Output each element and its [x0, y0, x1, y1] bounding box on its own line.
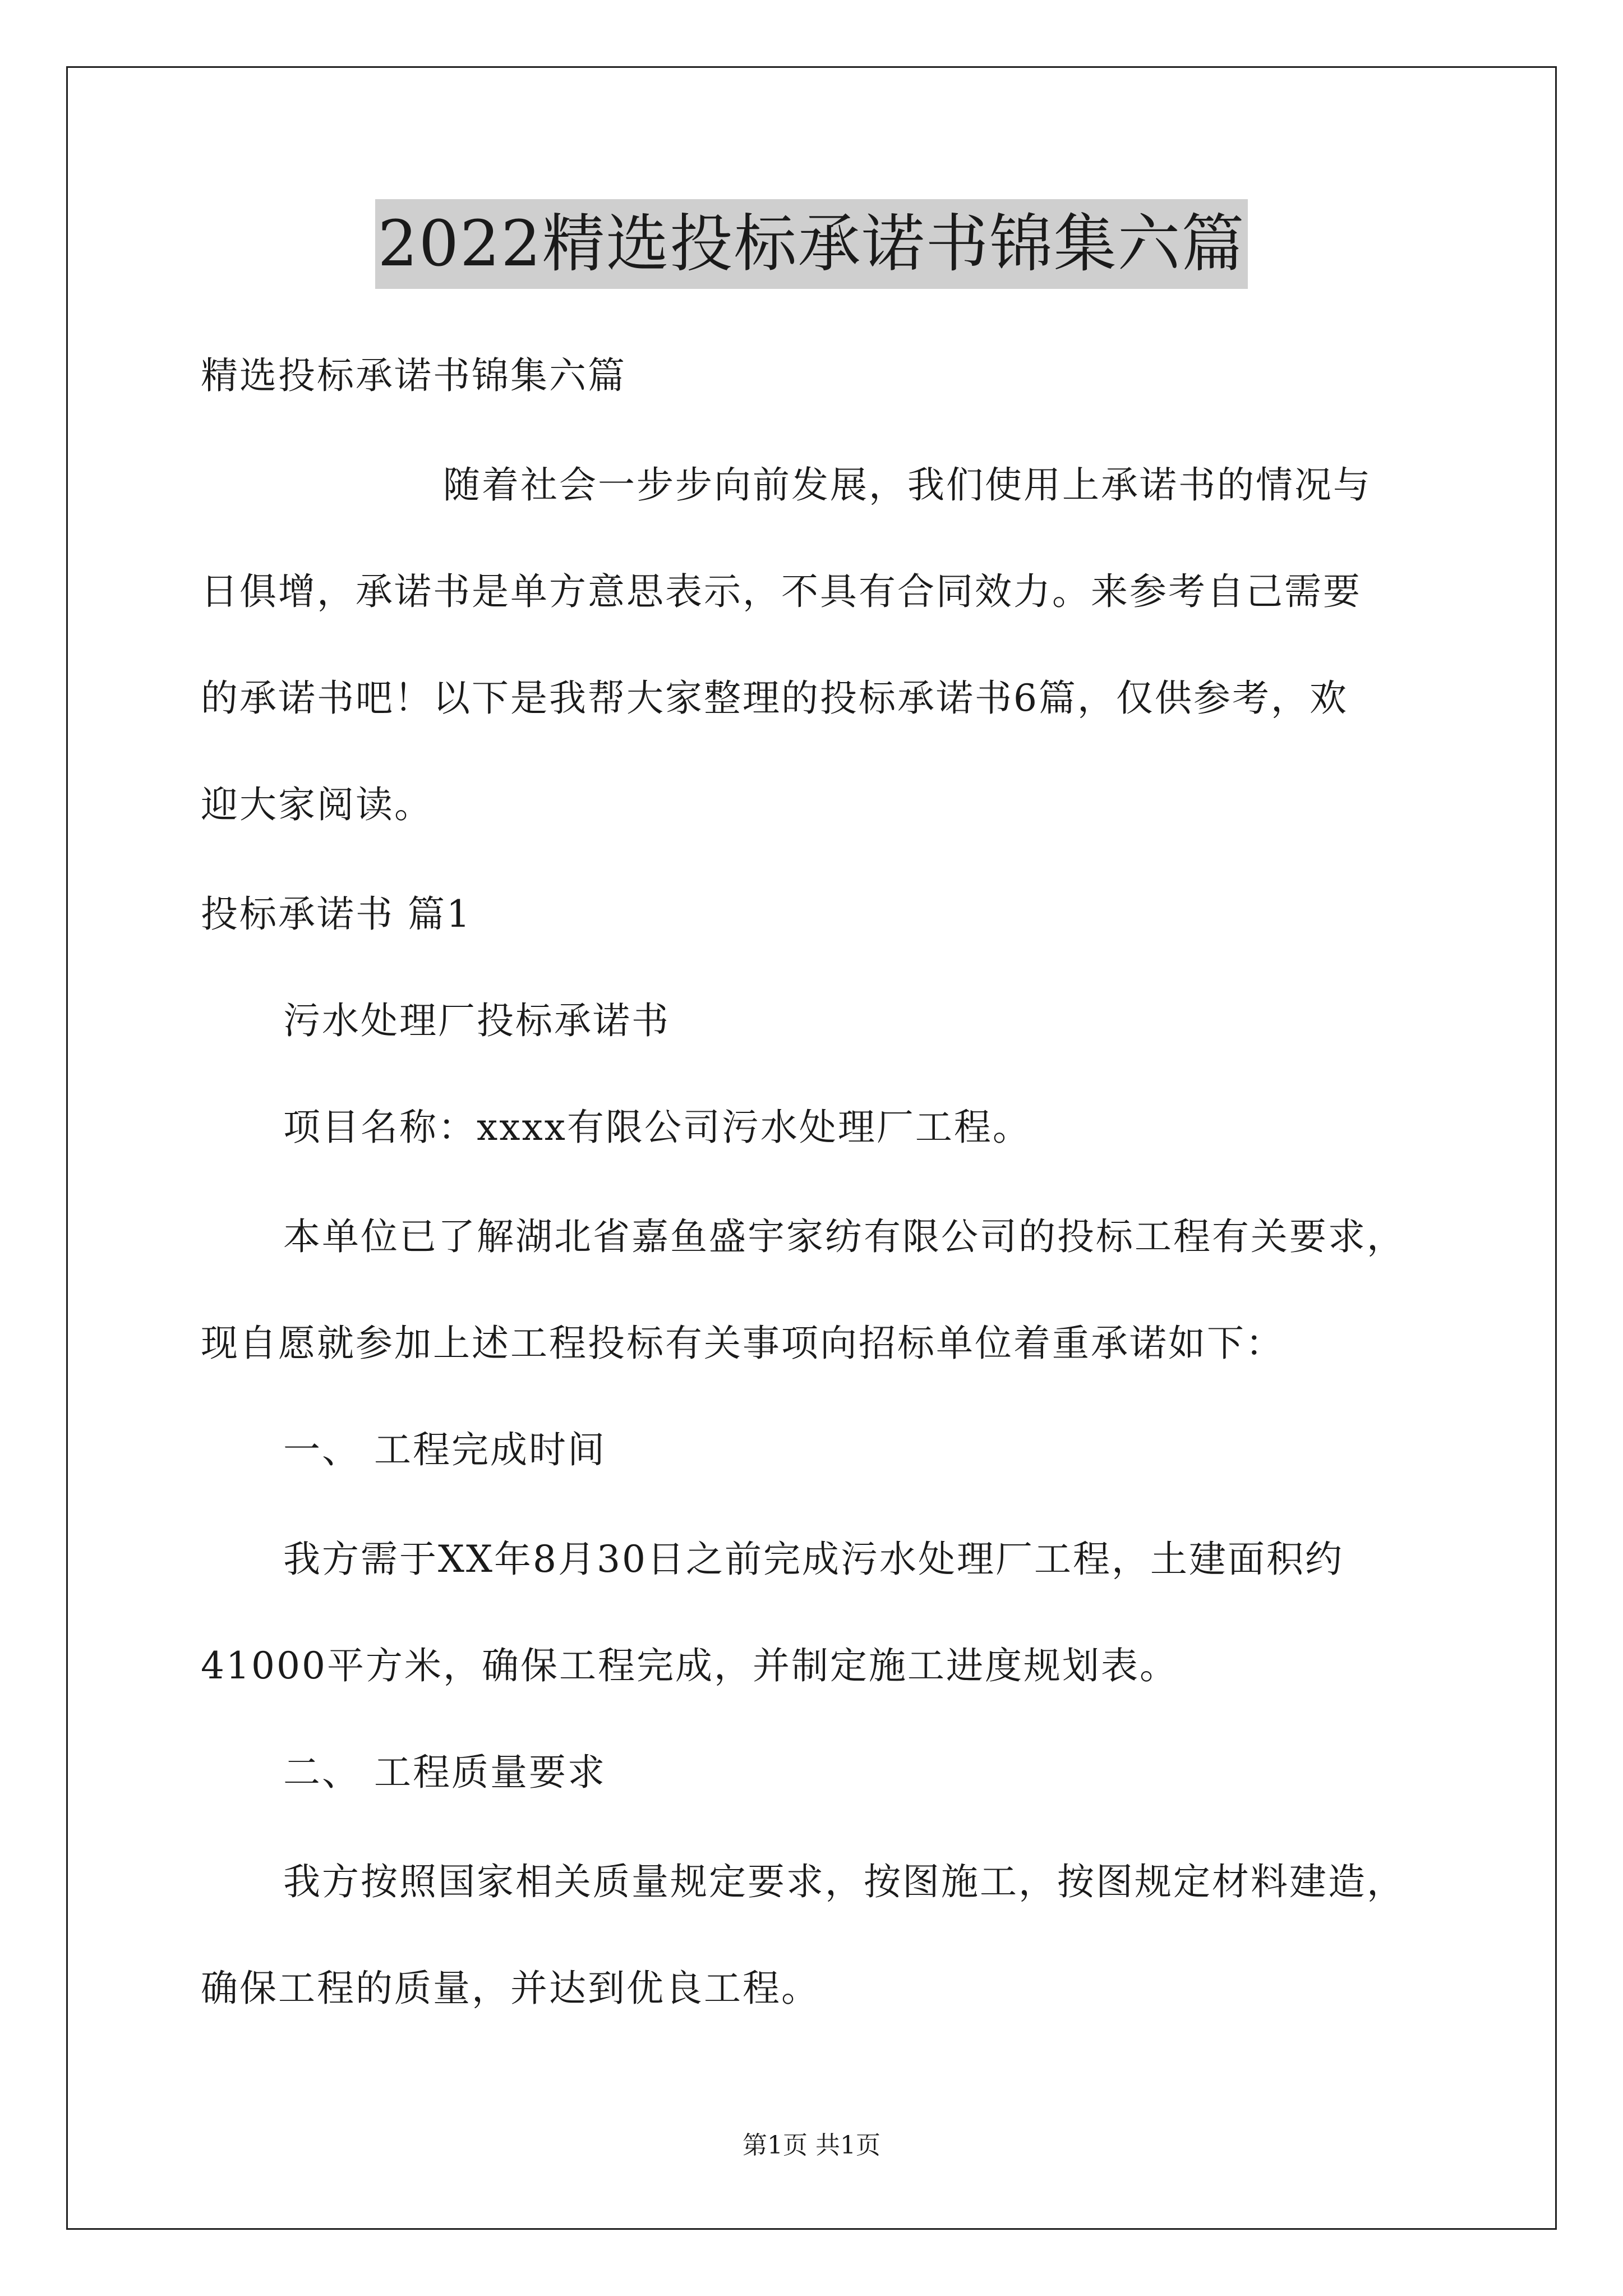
- paragraph-line: 我方需于XX年8月30日之前完成污水处理厂工程，土建面积约: [283, 1538, 1344, 1581]
- subtitle-line: 精选投标承诺书锦集六篇: [201, 354, 626, 397]
- paragraph-line: 41000平方米，确保工程完成，并制定施工进度规划表。: [201, 1644, 1178, 1687]
- paragraph-line: 本单位已了解湖北省嘉鱼盛宇家纺有限公司的投标工程有关要求，: [283, 1215, 1405, 1258]
- page-footer: 第1页 共1页: [743, 2131, 880, 2160]
- paragraph-line: 的承诺书吧！以下是我帮大家整理的投标承诺书6篇，仅供参考，欢: [201, 677, 1348, 720]
- paragraph-line: 迎大家阅读。: [201, 783, 433, 826]
- paragraph-line: 随着社会一步步向前发展，我们使用上承诺书的情况与: [443, 463, 1372, 507]
- title-container: [0, 199, 1623, 289]
- list-heading: 一、 工程完成时间: [283, 1428, 606, 1471]
- paragraph-line: 我方按照国家相关质量规定要求，按图施工，按图规定材料建造，: [283, 1860, 1405, 1903]
- document-title: 2022精选投标承诺书锦集六篇: [375, 199, 1247, 289]
- section-heading: 投标承诺书 篇1: [201, 892, 472, 936]
- paragraph-line: 项目名称：xxxx有限公司污水处理厂工程。: [283, 1106, 1031, 1149]
- paragraph-line: 现自愿就参加上述工程投标有关事项向招标单位着重承诺如下：: [201, 1322, 1284, 1365]
- paragraph-line: 确保工程的质量，并达到优良工程。: [201, 1967, 820, 2010]
- list-heading: 二、 工程质量要求: [283, 1751, 606, 1794]
- paragraph-line: 日俱增，承诺书是单方意思表示，不具有合同效力。来参考自己需要: [201, 570, 1362, 613]
- paragraph-line: 污水处理厂投标承诺书: [283, 999, 670, 1042]
